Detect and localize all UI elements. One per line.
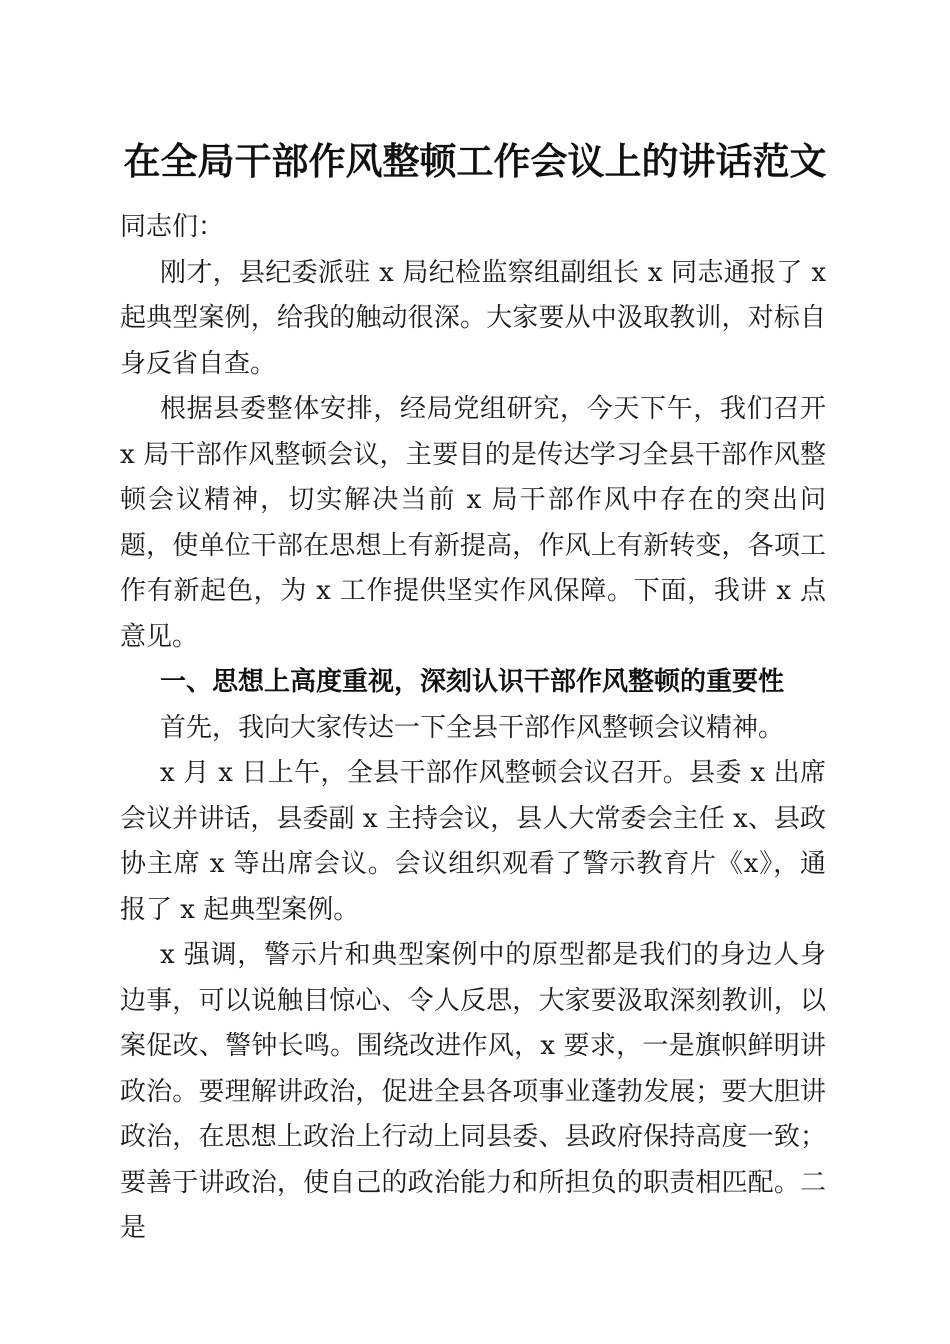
paragraph-convey: 首先，我向大家传达一下全县干部作风整顿会议精神。 xyxy=(160,712,785,743)
paragraph-requirements: x 强调，警示片和典型案例中的原型都是我们的身边人身边事，可以说触目惊心、令人反思，大家要汲取深刻教训，以案促改、警钟长鸣。围绕改进作风，x 要求，一是旗帜鲜明讲政治。要理解讲政治，促进全县各项事业蓬勃发展；要大胆讲政治，在思想上政治上行动上同县委、县政府保持高度一致；要善于讲政治，使自己的政治能力和所担负的职责相匹配。二是 xyxy=(120,940,826,1243)
section-heading: 一、思想上高度重视，深刻认识干部作风整顿的重要性 xyxy=(160,667,785,697)
document-body xyxy=(120,205,826,1252)
document-title: 在全局干部作风整顿工作会议上的讲话范文 xyxy=(123,139,827,183)
paragraph-meeting: x 月 x 日上午，全县干部作风整顿会议召开。县委 x 出席会议并讲话，县委副 x 主持会议，县人大常委会主任 x、县政协主席 x 等出席会议。会议组织观看了警示教育片《x》，通报了 x 起典型案例。 xyxy=(120,758,826,925)
paragraph-opening: 刚才，县纪委派驻 x 局纪检监察组副组长 x 同志通报了 x 起典型案例，给我的触动很深。大家要从中汲取教训，对标自身反省自查。 xyxy=(120,257,826,379)
paragraph-purpose: 根据县委整体安排，经局党组研究，今天下午，我们召开 x 局干部作风整顿会议，主要目的是传达学习全县干部作风整顿会议精神，切实解决当前 x 局干部作风中存在的突出问题，使单位干部在思想上有新提高，作风上有新转变，各项工作有新起色，为 x 工作提供坚实作风保障。下面，我讲 x 点意见。 xyxy=(120,394,826,652)
salutation: 同志们： xyxy=(120,212,225,242)
